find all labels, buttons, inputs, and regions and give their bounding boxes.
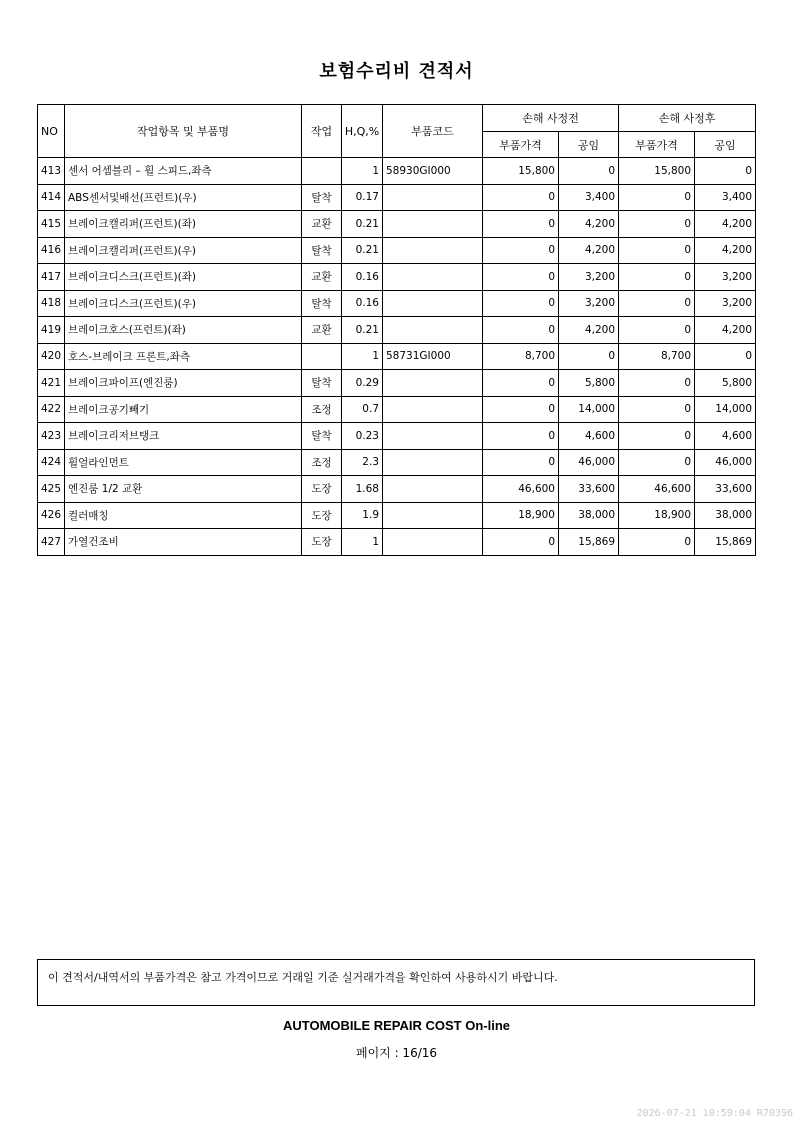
row-no: 417 bbox=[38, 264, 65, 291]
row-after-part-price: 18,900 bbox=[619, 502, 695, 529]
row-no: 416 bbox=[38, 237, 65, 264]
row-hq: 0.16 bbox=[342, 290, 383, 317]
row-no: 422 bbox=[38, 396, 65, 423]
row-item-name: 브레이크디스크(프런트)(우) bbox=[65, 290, 302, 317]
row-work-type bbox=[302, 158, 342, 185]
header-item: 작업항목 및 부품명 bbox=[65, 105, 302, 158]
row-item-name: 브레이크리저브탱크 bbox=[65, 423, 302, 450]
row-before-labor: 3,200 bbox=[559, 264, 619, 291]
row-after-part-price: 46,600 bbox=[619, 476, 695, 503]
row-hq: 1 bbox=[342, 158, 383, 185]
table-row bbox=[38, 529, 756, 556]
row-no: 423 bbox=[38, 423, 65, 450]
row-before-part-price: 0 bbox=[483, 237, 559, 264]
row-work-type: 도장 bbox=[302, 529, 342, 556]
header-no: NO bbox=[38, 105, 65, 158]
row-no: 421 bbox=[38, 370, 65, 397]
row-item-name: 브레이크캘리퍼(프런트)(좌) bbox=[65, 211, 302, 238]
row-before-part-price: 0 bbox=[483, 370, 559, 397]
row-before-part-price: 0 bbox=[483, 396, 559, 423]
row-before-part-price: 0 bbox=[483, 423, 559, 450]
row-part-code bbox=[383, 449, 483, 476]
header-after-part-price: 부품가격 bbox=[619, 132, 695, 158]
row-after-part-price: 15,800 bbox=[619, 158, 695, 185]
row-hq: 0.23 bbox=[342, 423, 383, 450]
row-after-labor: 3,200 bbox=[695, 290, 756, 317]
row-item-name: 호스-브레이크 프론트,좌측 bbox=[65, 343, 302, 370]
table-row bbox=[38, 237, 756, 264]
price-notice-box bbox=[37, 959, 755, 1006]
row-hq: 0.17 bbox=[342, 184, 383, 211]
row-part-code bbox=[383, 370, 483, 397]
header-before-adjustment: 손해 사정전 bbox=[483, 105, 619, 132]
row-after-part-price: 0 bbox=[619, 211, 695, 238]
price-notice-text: 이 견적서/내역서의 부품가격은 참고 가격이므로 거래일 기준 실거래가격을 확인하여 사용하시기 바랍니다. bbox=[48, 971, 558, 984]
row-work-type: 도장 bbox=[302, 476, 342, 503]
row-part-code bbox=[383, 396, 483, 423]
row-item-name: 휠얼라인먼트 bbox=[65, 449, 302, 476]
row-part-code: 58930GI000 bbox=[383, 158, 483, 185]
row-after-labor: 3,200 bbox=[695, 264, 756, 291]
row-after-part-price: 0 bbox=[619, 290, 695, 317]
row-after-labor: 46,000 bbox=[695, 449, 756, 476]
row-hq: 0.21 bbox=[342, 211, 383, 238]
row-before-part-price: 0 bbox=[483, 529, 559, 556]
row-before-part-price: 0 bbox=[483, 184, 559, 211]
header-hq: H,Q,% bbox=[342, 105, 383, 158]
row-item-name: 브레이크파이프(엔진룸) bbox=[65, 370, 302, 397]
row-no: 414 bbox=[38, 184, 65, 211]
row-work-type: 교환 bbox=[302, 317, 342, 344]
row-after-labor: 0 bbox=[695, 158, 756, 185]
row-work-type: 교환 bbox=[302, 264, 342, 291]
table-row bbox=[38, 476, 756, 503]
print-timestamp: 2026-07-21 10:59:04 R70396 bbox=[636, 1108, 793, 1119]
row-hq: 0.21 bbox=[342, 237, 383, 264]
row-before-part-price: 0 bbox=[483, 317, 559, 344]
row-after-labor: 0 bbox=[695, 343, 756, 370]
row-after-labor: 5,800 bbox=[695, 370, 756, 397]
row-before-part-price: 0 bbox=[483, 449, 559, 476]
row-before-labor: 4,600 bbox=[559, 423, 619, 450]
row-after-part-price: 0 bbox=[619, 396, 695, 423]
row-before-labor: 4,200 bbox=[559, 211, 619, 238]
row-work-type: 교환 bbox=[302, 211, 342, 238]
row-item-name: 브레이크호스(프런트)(좌) bbox=[65, 317, 302, 344]
row-part-code bbox=[383, 502, 483, 529]
row-before-labor: 0 bbox=[559, 158, 619, 185]
row-after-part-price: 0 bbox=[619, 184, 695, 211]
table-row bbox=[38, 396, 756, 423]
row-part-code bbox=[383, 264, 483, 291]
row-after-part-price: 8,700 bbox=[619, 343, 695, 370]
table-row bbox=[38, 317, 756, 344]
estimate-table bbox=[37, 104, 756, 556]
row-hq: 2.3 bbox=[342, 449, 383, 476]
row-work-type: 조정 bbox=[302, 449, 342, 476]
row-after-labor: 4,200 bbox=[695, 317, 756, 344]
row-before-part-price: 0 bbox=[483, 211, 559, 238]
row-part-code: 58731GI000 bbox=[383, 343, 483, 370]
row-item-name: 브레이크캘리퍼(프런트)(우) bbox=[65, 237, 302, 264]
row-before-labor: 4,200 bbox=[559, 317, 619, 344]
row-after-part-price: 0 bbox=[619, 237, 695, 264]
row-item-name: 센서 어셈블리 – 휠 스피드,좌측 bbox=[65, 158, 302, 185]
header-after-adjustment: 손해 사정후 bbox=[619, 105, 756, 132]
row-no: 418 bbox=[38, 290, 65, 317]
table-row bbox=[38, 290, 756, 317]
header-work: 작업 bbox=[302, 105, 342, 158]
row-hq: 0.29 bbox=[342, 370, 383, 397]
table-row bbox=[38, 264, 756, 291]
row-part-code bbox=[383, 184, 483, 211]
table-row bbox=[38, 184, 756, 211]
row-part-code bbox=[383, 317, 483, 344]
row-no: 415 bbox=[38, 211, 65, 238]
row-part-code bbox=[383, 211, 483, 238]
row-no: 425 bbox=[38, 476, 65, 503]
table-row bbox=[38, 370, 756, 397]
row-work-type: 탈착 bbox=[302, 237, 342, 264]
row-part-code bbox=[383, 237, 483, 264]
row-after-labor: 3,400 bbox=[695, 184, 756, 211]
row-before-part-price: 46,600 bbox=[483, 476, 559, 503]
row-before-labor: 14,000 bbox=[559, 396, 619, 423]
row-after-labor: 14,000 bbox=[695, 396, 756, 423]
header-before-part-price: 부품가격 bbox=[483, 132, 559, 158]
row-hq: 0.16 bbox=[342, 264, 383, 291]
row-after-labor: 33,600 bbox=[695, 476, 756, 503]
page-number: 페이지 : 16/16 bbox=[355, 1046, 438, 1060]
row-after-part-price: 0 bbox=[619, 449, 695, 476]
footer-brand: AUTOMOBILE REPAIR COST On-line bbox=[282, 1018, 511, 1033]
row-part-code bbox=[383, 290, 483, 317]
row-before-part-price: 0 bbox=[483, 290, 559, 317]
row-after-labor: 15,869 bbox=[695, 529, 756, 556]
row-after-labor: 4,200 bbox=[695, 211, 756, 238]
row-after-part-price: 0 bbox=[619, 423, 695, 450]
row-work-type: 도장 bbox=[302, 502, 342, 529]
table-row bbox=[38, 211, 756, 238]
row-after-labor: 38,000 bbox=[695, 502, 756, 529]
row-item-name: 엔진룸 1/2 교환 bbox=[65, 476, 302, 503]
header-before-labor: 공임 bbox=[559, 132, 619, 158]
row-hq: 1 bbox=[342, 343, 383, 370]
row-after-part-price: 0 bbox=[619, 370, 695, 397]
row-before-part-price: 15,800 bbox=[483, 158, 559, 185]
row-before-labor: 33,600 bbox=[559, 476, 619, 503]
row-before-part-price: 8,700 bbox=[483, 343, 559, 370]
row-item-name: 브레이크공기빼기 bbox=[65, 396, 302, 423]
row-before-labor: 15,869 bbox=[559, 529, 619, 556]
row-before-labor: 46,000 bbox=[559, 449, 619, 476]
row-before-labor: 5,800 bbox=[559, 370, 619, 397]
row-item-name: 브레이크디스크(프런트)(좌) bbox=[65, 264, 302, 291]
row-work-type: 조정 bbox=[302, 396, 342, 423]
row-no: 413 bbox=[38, 158, 65, 185]
row-work-type: 탈착 bbox=[302, 370, 342, 397]
row-hq: 0.7 bbox=[342, 396, 383, 423]
row-hq: 1.68 bbox=[342, 476, 383, 503]
row-after-part-price: 0 bbox=[619, 317, 695, 344]
table-row bbox=[38, 423, 756, 450]
row-after-labor: 4,600 bbox=[695, 423, 756, 450]
row-work-type bbox=[302, 343, 342, 370]
table-row bbox=[38, 158, 756, 185]
document-title: 보험수리비 견적서 bbox=[319, 61, 474, 82]
row-hq: 1.9 bbox=[342, 502, 383, 529]
row-before-labor: 4,200 bbox=[559, 237, 619, 264]
row-no: 427 bbox=[38, 529, 65, 556]
estimate-rows bbox=[38, 158, 756, 556]
row-before-labor: 3,400 bbox=[559, 184, 619, 211]
row-item-name: 가열건조비 bbox=[65, 529, 302, 556]
row-hq: 1 bbox=[342, 529, 383, 556]
row-before-labor: 38,000 bbox=[559, 502, 619, 529]
table-row bbox=[38, 343, 756, 370]
row-no: 420 bbox=[38, 343, 65, 370]
table-row bbox=[38, 449, 756, 476]
row-work-type: 탈착 bbox=[302, 184, 342, 211]
row-hq: 0.21 bbox=[342, 317, 383, 344]
row-part-code bbox=[383, 423, 483, 450]
row-part-code bbox=[383, 529, 483, 556]
row-after-labor: 4,200 bbox=[695, 237, 756, 264]
row-item-name: 컬러매칭 bbox=[65, 502, 302, 529]
row-no: 426 bbox=[38, 502, 65, 529]
row-before-labor: 0 bbox=[559, 343, 619, 370]
row-before-part-price: 18,900 bbox=[483, 502, 559, 529]
row-work-type: 탈착 bbox=[302, 423, 342, 450]
row-item-name: ABS센서및배선(프런트)(우) bbox=[65, 184, 302, 211]
row-no: 419 bbox=[38, 317, 65, 344]
table-row bbox=[38, 502, 756, 529]
row-no: 424 bbox=[38, 449, 65, 476]
row-after-part-price: 0 bbox=[619, 264, 695, 291]
row-before-labor: 3,200 bbox=[559, 290, 619, 317]
header-part-code: 부품코드 bbox=[383, 105, 483, 158]
row-before-part-price: 0 bbox=[483, 264, 559, 291]
header-after-labor: 공임 bbox=[695, 132, 756, 158]
row-part-code bbox=[383, 476, 483, 503]
row-after-part-price: 0 bbox=[619, 529, 695, 556]
row-work-type: 탈착 bbox=[302, 290, 342, 317]
